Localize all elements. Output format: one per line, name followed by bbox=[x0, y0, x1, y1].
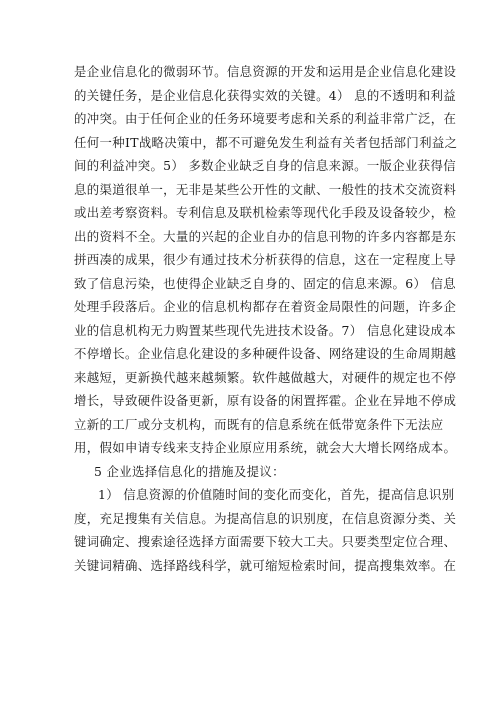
text-line: 致了信息污染，也使得企业缺乏自身的、固定的信息来源。6） 信息 bbox=[74, 275, 456, 291]
text-line: 增长，导致硬件设备更新，原有设备的闲置挥霍。企业在异地不停成 bbox=[74, 393, 457, 408]
text-line: 不停增长。企业信息化建设的多种硬件设备、网络建设的生命周期越 bbox=[74, 346, 457, 361]
text-line: 拼西凑的成果，很少有通过技术分析获得的信息，这在一定程度上导 bbox=[74, 252, 457, 267]
text-line: 关键词精确、选择路线科学，就可缩短检索时间，提高搜集效率。在 bbox=[74, 557, 457, 573]
text-line: 度，充足搜集有关信息。为提高信息的识别度，在信息资源分类、关 bbox=[74, 510, 457, 526]
text-line: 1） 信息资源的价值随时间的变化而变化，首先，提高信息识别 bbox=[98, 487, 455, 502]
text-line: 或出差考察资料。专利信息及联机检索等现代化手段及设备较少，检 bbox=[74, 205, 457, 220]
text-line: 间的利益冲突。5） 多数企业缺乏自身的信息来源。一版企业获得信 bbox=[74, 158, 456, 173]
heading-text: 5 企业选择信息化的措施及提议： bbox=[94, 463, 285, 479]
section-heading bbox=[74, 460, 432, 484]
body-paragraph-2 bbox=[74, 483, 457, 577]
text-line: 业的信息机构无力购置某些现代先进技术设备。7） 信息化建设成本 bbox=[74, 322, 456, 338]
text-line: 立新的工厂或分支机构，而既有的信息系统在低带宽条件下无法应 bbox=[74, 416, 444, 432]
text-line: 来越短，更新换代越来越频繁。软件越做越大，对硬件的规定也不停 bbox=[74, 369, 457, 385]
text-line: 任何一种IT战略决策中，都不可避免发生利益有关者包括部门利益之 bbox=[74, 134, 458, 150]
text-line: 是企业信息化的微弱环节。信息资源的开发和运用是企业信息化建设 bbox=[74, 64, 457, 79]
text-line: 的关键任务，是企业信息化获得实效的关键。4） 息的不透明和利益 bbox=[74, 87, 456, 103]
text-line: 息的渠道很单一，无非是某些公开性的文献、一般性的技术交流资料 bbox=[74, 181, 457, 197]
text-line: 的冲突。由于任何企业的任务环境要考虑和关系的利益非常广泛，在 bbox=[74, 111, 457, 126]
document-page bbox=[74, 60, 458, 577]
text-line: 处理手段落后。企业的信息机构都存在着资金局限性的问题，许多企 bbox=[74, 299, 457, 314]
body-paragraph-1 bbox=[74, 60, 458, 460]
text-line: 键词确定、搜索途径选择方面需要下较大工夫。只要类型定位合理、 bbox=[74, 534, 457, 549]
text-line: 出的资料不全。大量的兴起的企业自办的信息刊物的许多内容都是东 bbox=[74, 228, 457, 244]
text-line: 用，假如申请专线来支持企业原应用系统，就会大大增长网络成本。 bbox=[74, 440, 457, 455]
